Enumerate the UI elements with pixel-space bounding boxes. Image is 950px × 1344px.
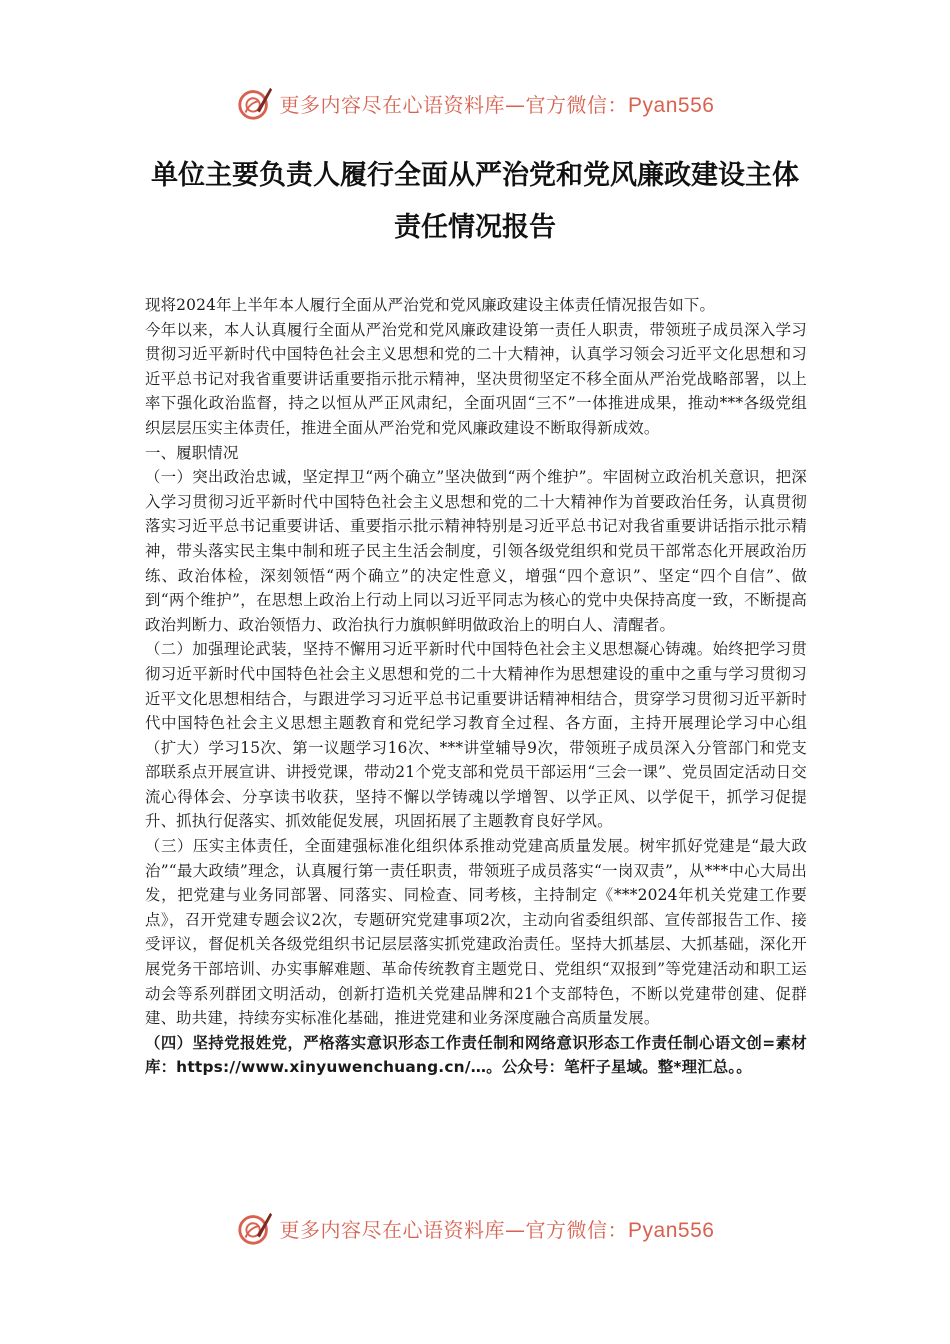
summary-paragraph: 今年以来，本人认真履行全面从严治党和党风廉政建设第一责任人职责，带领班子成员深入学习贯彻习近平新时代中国特色社会主义思想和党的二十大精神，认真学习领会习近平文化思想和习近平总书记对我省重要讲话重要指示批示精神，坚决贯彻坚定不移全面从严治党战略部署，以上率下强化政治监督，持之以恒从严正风肃纪，全面巩固“三不”一体推进成果，推动***各级党组织层层压实主体责任，推进全面从严治党和党风廉政建设不断取得新成效。 (145, 320, 807, 437)
watermark-text: 更多内容尽在心语资料库—官方微信：Pyan556 (279, 1217, 715, 1242)
item-1-paragraph: （一）突出政治忠诚，坚定捍卫“两个确立”坚决做到“两个维护”。牢固树立政治机关意识，把深入学习贯彻习近平新时代中国特色社会主义思想和党的二十大精神作为首要政治任务，认真贯彻落实习近平总书记重要讲话、重要指示批示精神特别是习近平总书记对我省重要讲话指示批示精神，带头落实民主集中制和班子民主生活会制度，引领各级党组织和党员干部常态化开展政治历练、政治体检，深刻领悟“两个确立”的决定性意义，增强“四个意识”、坚定“四个自信”、做到“两个维护”，在思想上政治上行动上同以习近平同志为核心的党中央保持高度一致，不断提高政治判断力、政治领悟力、政治执行力旗帜鲜明做政治上的明白人、清醒者。 (145, 468, 807, 634)
wechat-id: Pyan556 (628, 93, 715, 117)
watermark-banner-bottom (0, 1208, 950, 1248)
watermark-text: 更多内容尽在心语资料库—官方微信：Pyan556 (279, 92, 715, 117)
document-body (145, 293, 807, 1080)
watermark-banner-top (0, 83, 950, 123)
intro-paragraph: 现将2024年上半年本人履行全面从严治党和党风廉政建设主体责任情况报告如下。 (145, 296, 716, 314)
pen-logo-icon (236, 84, 274, 122)
pen-logo-icon (236, 1209, 274, 1247)
item-2-paragraph: （二）加强理论武装，坚持不懈用习近平新时代中国特色社会主义思想凝心铸魂。始终把学习贯彻习近平新时代中国特色社会主义思想和党的二十大精神作为思想建设的重中之重与学习贯彻习近平文化思想相结合，与跟进学习习近平总书记重要讲话精神相结合，贯穿学习贯彻习近平新时代中国特色社会主义思想主题教育和党纪学习教育全过程、各方面，主持开展理论学习中心组（扩大）学习15次、第一议题学习16次、***讲堂辅导9次，带领班子成员深入分管部门和党支部联系点开展宣讲、讲授党课，带动21个党支部和党员干部运用“三会一课”、党员固定活动日交流心得体会、分享读书收获，坚持不懈以学铸魂以学增智、以学正风、以学促干，抓学习促提升、抓执行促落实、抓效能促发展，巩固拓展了主题教育良好学风。 (145, 640, 807, 831)
section-heading: 一、履职情况 (145, 443, 239, 462)
document-title: 单位主要负责人履行全面从严治党和党风廉政建设主体责任情况报告 (151, 160, 799, 243)
item-4-paragraph: （四）坚持党报姓党，严格落实意识形态工作责任制和网络意识形态工作责任制心语文创=素材库：https://www.xinyuwenchuang.cn/…。公众号：笔杆子星域。整*理汇总。。 (145, 1033, 807, 1077)
item-3-paragraph: （三）压实主体责任，全面建强标准化组织体系推动党建高质量发展。树牢抓好党建是“最大政治”“最大政绩”理念，认真履行第一责任职责，带领班子成员落实“一岗双责”，从***中心大局出发，把党建与业务同部署、同落实、同检查、同考核，主持制定《***2024年机关党建工作要点》，召开党建专题会议2次，专题研究党建事项2次，主动向省委组织部、宣传部报告工作、接受评议，督促机关各级党组织书记层层落实抓党建政治责任。坚持大抓基层、大抓基础，深化开展党务干部培训、办实事解难题、革命传统教育主题党日、党组织“双报到”等党建活动和职工运动会等系列群团文明活动，创新打造机关党建品牌和21个支部特色，不断以党建带创建、促群建、助共建，持续夯实标准化基础，推进党建和业务深度融合高质量发展。 (145, 837, 807, 1028)
wechat-id: Pyan556 (628, 1218, 715, 1242)
